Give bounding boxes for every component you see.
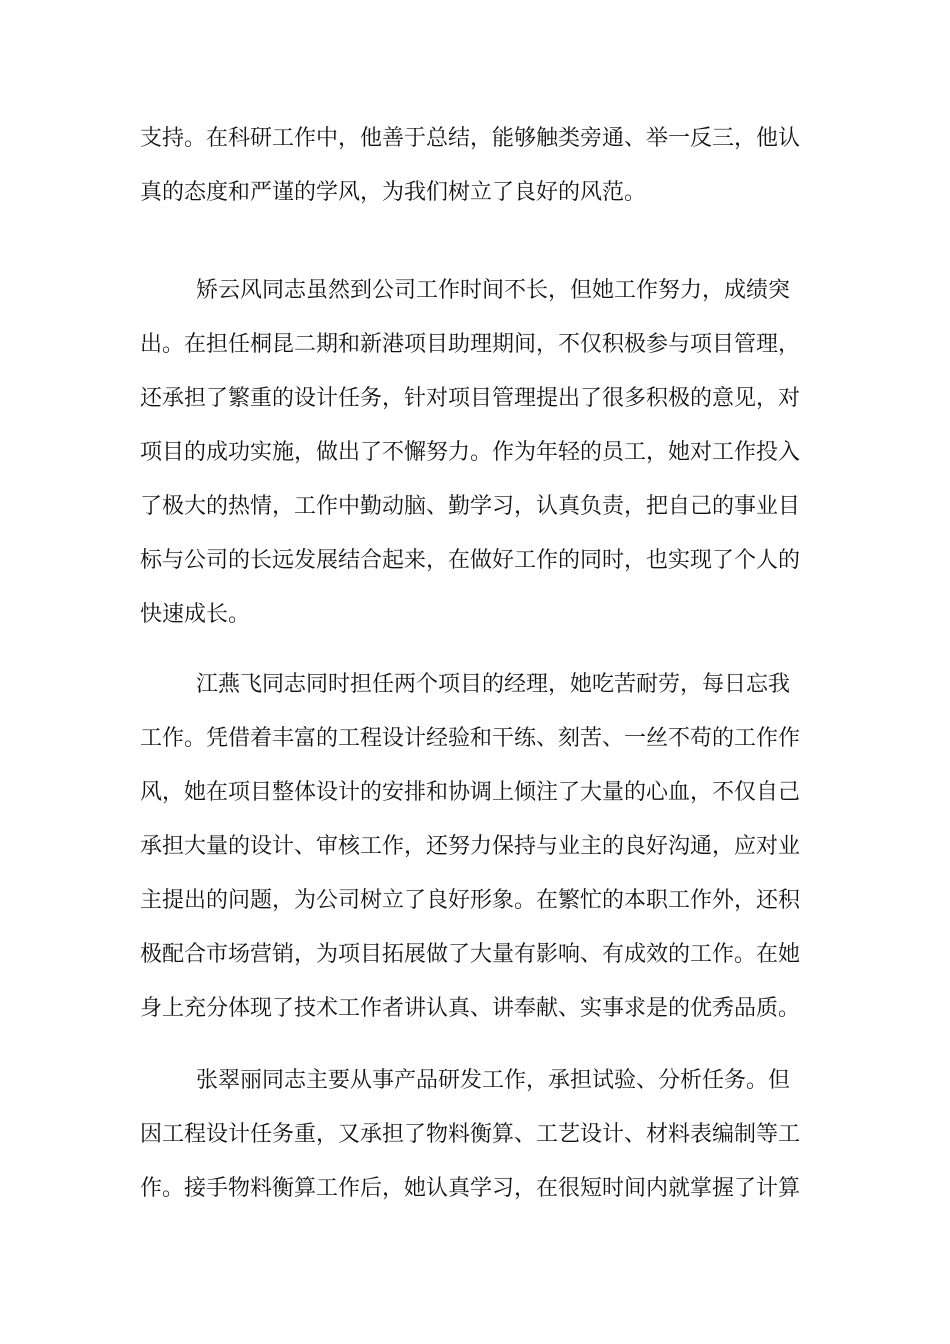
text-line: 真的态度和严谨的学风，为我们树立了良好的风范。 [140,180,647,205]
text-line: 江燕飞同志同时担任两个项目的经理，她吃苦耐劳，每日忘我 [196,672,791,697]
paragraph-4-zhang-cuili [140,1054,820,1216]
text-line: 出。在担任桐昆二期和新港项目助理期间，不仅积极参与项目管理， [140,332,801,357]
text-line: 项目的成功实施，做出了不懈努力。作为年轻的员工，她对工作投入 [140,440,801,465]
paragraph-3-jiang-yanfei [140,658,820,1036]
text-line: 风，她在项目整体设计的安排和协调上倾注了大量的心血，不仅自己 [140,780,801,805]
paragraph-1 [140,112,820,220]
text-line: 矫云风同志虽然到公司工作时间不长，但她工作努力，成绩突 [196,278,791,303]
text-line: 作。接手物料衡算工作后，她认真学习，在很短时间内就掌握了计算 [140,1176,801,1201]
text-line: 因工程设计任务重，又承担了物料衡算、工艺设计、材料表编制等工 [140,1122,801,1147]
text-line: 了极大的热情，工作中勤动脑、勤学习，认真负责，把自己的事业目 [140,494,801,519]
text-line: 身上充分体现了技术工作者讲认真、讲奉献、实事求是的优秀品质。 [140,996,801,1021]
text-line: 快速成长。 [140,602,251,627]
text-line: 工作。凭借着丰富的工程设计经验和干练、刻苦、一丝不苟的工作作 [140,726,801,751]
text-line: 还承担了繁重的设计任务，针对项目管理提出了很多积极的意见，对 [140,386,801,411]
text-line: 极配合市场营销，为项目拓展做了大量有影响、有成效的工作。在她 [140,942,801,967]
text-line: 张翠丽同志主要从事产品研发工作，承担试验、分析任务。但 [196,1068,791,1093]
text-line: 标与公司的长远发展结合起来，在做好工作的同时，也实现了个人的 [140,548,801,573]
text-line: 主提出的问题，为公司树立了良好形象。在繁忙的本职工作外，还积 [140,888,801,913]
paragraph-2-jiao-yunfeng [140,264,820,642]
text-line: 承担大量的设计、审核工作，还努力保持与业主的良好沟通，应对业 [140,834,801,859]
text-line: 支持。在科研工作中，他善于总结，能够触类旁通、举一反三，他认 [140,126,801,151]
